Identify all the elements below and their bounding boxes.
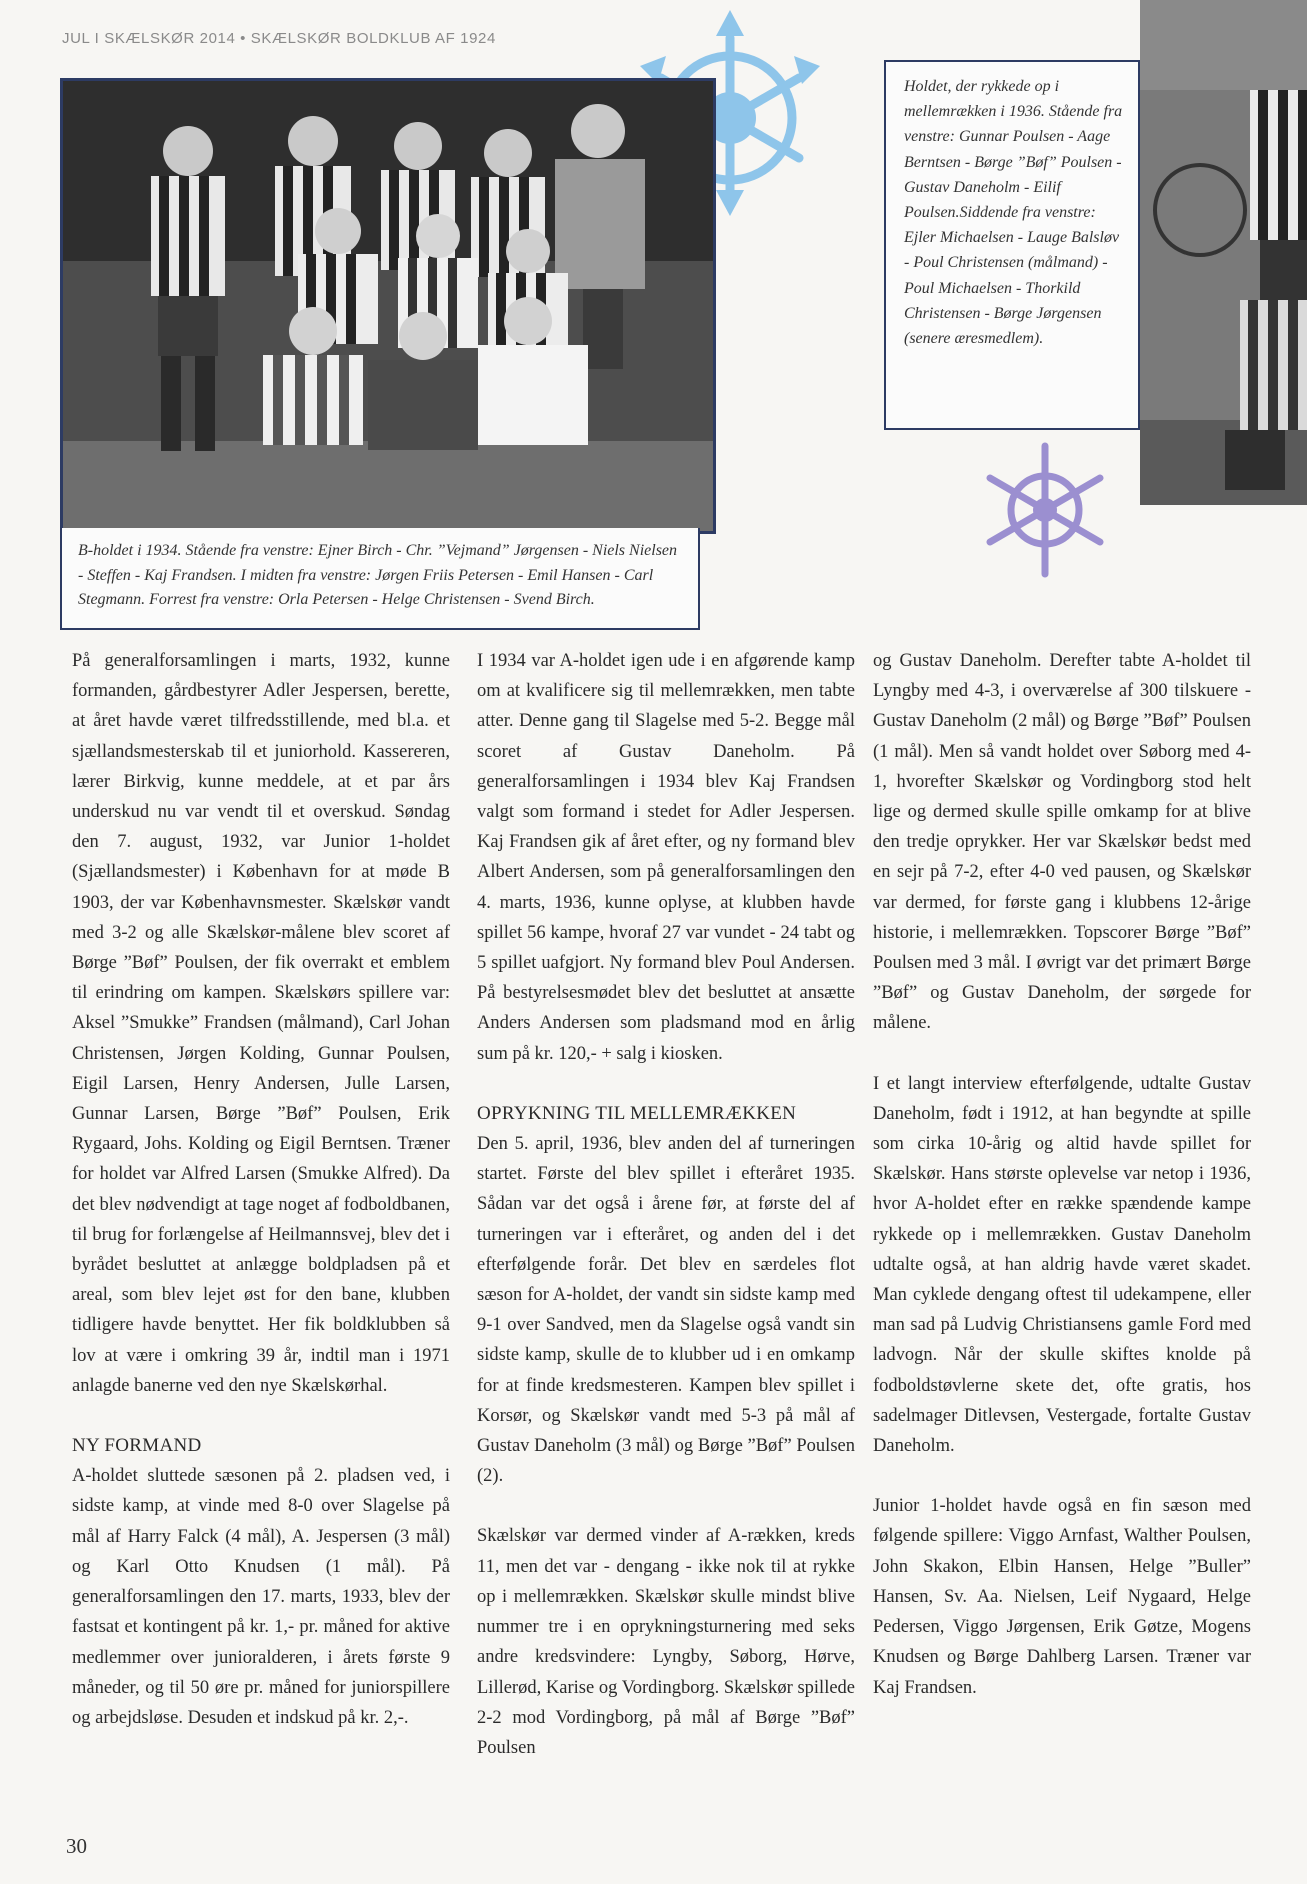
- col3-paragraph-3: Junior 1-holdet havde også en fin sæson med følgende spillere: Viggo Arnfast, Walther Poulsen, John Skakon, Elbin Hansen, Helge ”Buller” Hansen, Sv. Aa. Nielsen, Leif Nygaard, Helge Pedersen, Viggo Jørgensen, Erik Gøtze, Mogens Knudsen og Børge Dahlberg Larsen. Træner var Kaj Frandsen.: [873, 1496, 1251, 1698]
- heading-ny-formand: NY FORMAND: [72, 1435, 202, 1457]
- col1-paragraph-1: På generalforsamlingen i marts, 1932, kunne formanden, gårdbestyrer Adler Jespersen, berette, at året havde været tilfredsstillende, med bl.a. et sjællandsmesterskab til et juniorhold. Kassereren, lærer Birkvig, kunne meddele, at et par års underskud nu var vendt til et overskud. Søndag den 7. august, 1932, var Junior 1-holdet (Sjællandsmester) i København for at møde B 1903, der var Københavnsmester. Skælskør vandt med 3-2 og alle Skælskør-målene blev scoret af Børge ”Bøf” Poulsen, der fik overrakt et emblem til erindring om kampen. Skælskørs spillere var: Aksel ”Smukke” Frandsen (målmand), Carl Johan Christensen, Jørgen Kolding, Gunnar Poulsen, Eigil Larsen, Henry Andersen, Julle Larsen, Gunnar Larsen, Børge ”Bøf” Poulsen, Erik Rygaard, Johs. Kolding og Eigil Berntsen. Træner for holdet var Alfred Larsen (Smukke Alfred). Da det blev nødvendigt at tage noget af fodboldbanen, til brug for forlængelse af Heilmannsvej, blev det i byrådet besluttet at anlægge boldpladsen på et areal, som blev lejet øst for den bane, klubben tidligere havde benyttet. Her fik boldklubben så lov at være i omkring 39 år, indtil man i 1971 anlagde banerne ved den nye Skælskørhal.: [72, 651, 450, 1396]
- col1-paragraph-2: A-holdet sluttede sæsonen på 2. pladsen ved, i sidste kamp, at vinde med 8-0 over Slagelse på mål af Harry Falck (4 mål), A. Jespersen (3 mål) og Karl Otto Knudsen (1 mål). På generalforsamlingen den 17. marts, 1933, blev der fastsat et kontingent på kr. 1,- pr. måned for aktive medlemmer over junioralderen, i årets første 9 måneder, og til 50 øre pr. måned for juniorspillere og arbejdsløse. Desuden et indskud på kr. 2,-.: [72, 1466, 450, 1728]
- page-number: 30: [66, 1834, 87, 1858]
- side-photo-caption: Holdet, der rykkede op i mellemrækken i 1936. Stående fra venstre: Gunnar Poulsen - Aage Berntsen - Børge ”Bøf” Poulsen - Gustav Daneholm - Eilif Poulsen.Siddende fra venstre: Ejler Michaelsen - Lauge Balsløv - Poul Christensen (målmand) - Poul Michaelsen - Thorkild Christensen - Børge Jørgensen (senere æresmedlem).: [884, 60, 1140, 430]
- main-photo-caption: B-holdet i 1934. Stående fra venstre: Ejner Birch - Chr. ”Vejmand” Jørgensen - Niels Nielsen - Steffen - Kaj Frandsen. I midten fra venstre: Jørgen Friis Petersen - Emil Hansen - Carl Stegmann. Forrest fra venstre: Orla Petersen - Helge Christensen - Svend Birch.: [60, 528, 700, 630]
- article-column-3: [873, 646, 1251, 1703]
- running-header: JUL I SKÆLSKØR 2014 • SKÆLSKØR BOLDKLUB AF 1924: [62, 30, 496, 47]
- article-column-1: [72, 646, 450, 1733]
- snowflake-bottom-icon: [975, 440, 1115, 580]
- heading-oprykning: OPRYKNING TIL MELLEMRÆKKEN: [477, 1102, 797, 1124]
- col2-paragraph-2: Den 5. april, 1936, blev anden del af turneringen startet. Første del blev spillet i efteråret 1935. Sådan var det også i årene før, at første del af turneringen var i efteråret, og anden del i det efterfølgende forår. Det blev en særdeles flot sæson for A-holdet, der vandt sin sidste kamp med 9-1 over Sandved, men da Slagelse også vandt sin sidste kamp, skulle de to klubber ud i en omkamp for at finde kredsmesteren. Kampen blev spillet i Korsør, og Skælskør vandt med 5-3 på mål af Gustav Daneholm (3 mål) og Børge ”Bøf” Poulsen (2).: [477, 1134, 855, 1487]
- col2-paragraph-1: I 1934 var A-holdet igen ude i en afgørende kamp om at kvalificere sig til mellemrækken, men tabte atter. Denne gang til Slagelse med 5-2. Begge mål scoret af Gustav Daneholm. På generalforsamlingen i 1934 blev Kaj Frandsen valgt som formand i stedet for Adler Jespersen. Kaj Frandsen gik af året efter, og ny formand blev Albert Andersen, som på generalforsamlingen den 4. marts, 1936, kunne oplyse, at klubben havde spillet 56 kampe, hvoraf 27 var vundet - 24 tabt og 5 spillet uafgjort. Ny formand blev Poul Andersen. På bestyrelsesmødet blev det besluttet at ansætte Anders Andersen som pladsmand mod en årlig sum på kr. 120,- + salg i kiosken.: [477, 651, 855, 1064]
- team-photo-1934: [60, 78, 716, 534]
- col2-paragraph-3: Skælskør var dermed vinder af A-rækken, kreds 11, men det var - dengang - ikke nok til at rykke op i mellemrækken. Skælskør skulle mindst blive nummer tre i en oprykningsturnering med seks andre kredsvindere: Lyngby, Søborg, Hørve, Lillerød, Karise og Vordingborg. Skælskør spillede 2-2 mod Vordingborg, på mål af Børge ”Bøf” Poulsen: [477, 1526, 855, 1758]
- col3-paragraph-1: og Gustav Daneholm. Derefter tabte A-holdet til Lyngby med 4-3, i overværelse af 300 tilskuere - Gustav Daneholm (2 mål) og Børge ”Bøf” Poulsen (1 mål). Men så vandt holdet over Søborg med 4-1, hvorefter Skælskør og Vordingborg stod helt lige og dermed skulle spille omkamp for at blive den tredje oprykker. Her var Skælskør bedst med en sejr på 7-2, efter 4-0 ved pausen, og Skælskør var dermed, for første gang i klubbens 12-årige historie, i mellemrækken. Topscorer Børge ”Bøf” Poulsen med 3 mål. I øvrigt var det primært Børge ”Bøf” og Gustav Daneholm, der sørgede for målene.: [873, 651, 1251, 1034]
- article-column-2: [477, 646, 855, 1763]
- col3-paragraph-2: I et langt interview efterfølgende, udtalte Gustav Daneholm, født i 1912, at han begyndte at spille som cirka 10-årig og altid havde spillet for Skælskør. Hans største oplevelse var netop i 1936, hvor A-holdet efter en række spændende kampe rykkede op i mellemrækken. Gustav Daneholm udtalte også, at han aldrig havde været skadet. Man cyklede dengang oftest til udekampene, eller man sad på Ludvig Christiansens gamle Ford med ladvogn. Når der skulle skiftes knolde på fodboldstøvlerne skete det, ofte gratis, hos sadelmager Ditlevsen, Vestergade, fortalte Gustav Daneholm.: [873, 1073, 1251, 1457]
- team-photo-1936: [1140, 0, 1307, 505]
